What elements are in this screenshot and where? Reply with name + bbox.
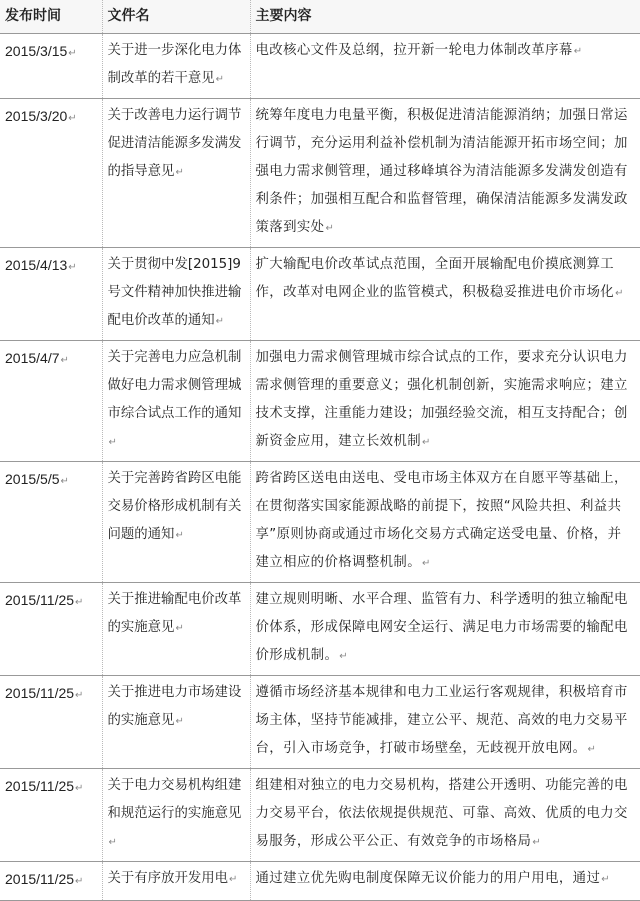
table-row xyxy=(0,462,640,583)
paragraph-mark-icon: ↵ xyxy=(532,837,542,848)
main-content-cell: 统筹年度电力电量平衡，积极促进清洁能源消纳；加强日常运行调节，充分运用利益补偿机制为清洁能源开拓市场空间；加强电力需求侧管理，通过移峰填谷为清洁能源多发满发创造有利条件；加强相互配合和监督管理，确保清洁能源多发满发政策落到实处↵ xyxy=(250,99,640,248)
document-name-cell: 关于改善电力运行调节促进清洁能源多发满发的指导意见↵ xyxy=(102,99,250,248)
header-document-name: 文件名 xyxy=(102,0,250,34)
release-date-cell: 2015/4/13↵ xyxy=(0,248,102,341)
main-content-cell: 扩大输配电价改革试点范围，全面开展输配电价摸底测算工作，改革对电网企业的监管模式，积极稳妥推进电价市场化↵ xyxy=(250,248,640,341)
document-name-cell: 关于推进输配电价改革的实施意见↵ xyxy=(102,583,250,676)
paragraph-mark-icon: ↵ xyxy=(339,651,349,662)
paragraph-mark-icon: ↵ xyxy=(422,558,431,569)
main-content-cell: 电改核心文件及总纲，拉开新一轮电力体制改革序幕↵ xyxy=(250,34,640,99)
paragraph-mark-icon: ↵ xyxy=(215,316,225,327)
table-body xyxy=(0,34,640,901)
main-content-cell: 加强电力需求侧管理城市综合试点的工作，要求充分认识电力需求侧管理的重要意义；强化机制创新，实施需求响应；建立技术支撑，注重能力建设；加强经验交流，相互支持配合；创新资金应用，建立长效机制↵ xyxy=(250,341,640,462)
header-row xyxy=(0,0,640,34)
release-date-cell: 2015/11/25↵ xyxy=(0,862,102,901)
paragraph-mark-icon: ↵ xyxy=(215,74,225,85)
release-date-cell: 2015/3/20↵ xyxy=(0,99,102,248)
paragraph-mark-icon: ↵ xyxy=(60,355,69,366)
header-date: 发布时间 xyxy=(0,0,102,34)
table-row xyxy=(0,34,640,99)
main-content-cell: 建立规则明晰、水平合理、监管有力、科学透明的独立输配电价体系，形成保障电网安全运行、满足电力市场需要的输配电价形成机制。↵ xyxy=(250,583,640,676)
paragraph-mark-icon: ↵ xyxy=(573,46,583,57)
paragraph-mark-icon: ↵ xyxy=(229,874,238,885)
paragraph-mark-icon: ↵ xyxy=(587,744,597,755)
paragraph-mark-icon: ↵ xyxy=(68,113,77,124)
document-name-cell: 关于完善跨省跨区电能交易价格形成机制有关问题的通知↵ xyxy=(102,462,250,583)
release-date-cell: 2015/11/25↵ xyxy=(0,676,102,769)
paragraph-mark-icon: ↵ xyxy=(325,223,335,234)
document-name-cell: 关于电力交易机构组建和规范运行的实施意见↵ xyxy=(102,769,250,862)
document-name-cell: 关于完善电力应急机制做好电力需求侧管理城市综合试点工作的通知↵ xyxy=(102,341,250,462)
paragraph-mark-icon: ↵ xyxy=(175,716,184,727)
table-row xyxy=(0,583,640,676)
table-row xyxy=(0,769,640,862)
paragraph-mark-icon: ↵ xyxy=(175,167,184,178)
document-name-cell: 关于进一步深化电力体制改革的若干意见↵ xyxy=(102,34,250,99)
release-date-cell: 2015/5/5↵ xyxy=(0,462,102,583)
paragraph-mark-icon: ↵ xyxy=(68,48,77,59)
header-main-content: 主要内容 xyxy=(250,0,640,34)
paragraph-mark-icon: ↵ xyxy=(108,437,117,448)
main-content-cell: 遵循市场经济基本规律和电力工业运行客观规律，积极培育市场主体，坚持节能减排，建立公平、规范、高效的电力交易平台，引入市场竞争，打破市场壁垒，无歧视开放电网。↵ xyxy=(250,676,640,769)
document-name-cell: 关于贯彻中发[2015]9号文件精神加快推进输配电价改革的通知↵ xyxy=(102,248,250,341)
document-name-cell: 关于推进电力市场建设的实施意见↵ xyxy=(102,676,250,769)
paragraph-mark-icon: ↵ xyxy=(75,783,84,794)
main-content-cell: 组建相对独立的电力交易机构，搭建公开透明、功能完善的电力交易平台，依法依规提供规范、可靠、高效、优质的电力交易服务，形成公平公正、有效竞争的市场格局↵ xyxy=(250,769,640,862)
table-row xyxy=(0,248,640,341)
table-row xyxy=(0,862,640,901)
release-date-cell: 2015/11/25↵ xyxy=(0,583,102,676)
table-header xyxy=(0,0,640,34)
release-date-cell: 2015/4/7↵ xyxy=(0,341,102,462)
paragraph-mark-icon: ↵ xyxy=(68,262,77,273)
paragraph-mark-icon: ↵ xyxy=(108,837,117,848)
paragraph-mark-icon: ↵ xyxy=(175,530,184,541)
release-date-cell: 2015/11/25↵ xyxy=(0,769,102,862)
paragraph-mark-icon: ↵ xyxy=(60,476,69,487)
main-content-cell: 通过建立优先购电制度保障无议价能力的用户用电，通过↵ xyxy=(250,862,640,901)
paragraph-mark-icon: ↵ xyxy=(615,288,624,299)
table-row xyxy=(0,676,640,769)
paragraph-mark-icon: ↵ xyxy=(422,437,431,448)
table-row xyxy=(0,99,640,248)
paragraph-mark-icon: ↵ xyxy=(601,874,611,885)
paragraph-mark-icon: ↵ xyxy=(75,597,84,608)
release-date-cell: 2015/3/15↵ xyxy=(0,34,102,99)
paragraph-mark-icon: ↵ xyxy=(75,690,84,701)
paragraph-mark-icon: ↵ xyxy=(175,623,184,634)
main-content-cell: 跨省跨区送电由送电、受电市场主体双方在自愿平等基础上，在贯彻落实国家能源战略的前提下，按照“风险共担、利益共享”原则协商或通过市场化交易方式确定送受电量、价格，并建立相应的价格调整机制。↵ xyxy=(250,462,640,583)
document-name-cell: 关于有序放开发用电↵ xyxy=(102,862,250,901)
table-row xyxy=(0,341,640,462)
paragraph-mark-icon: ↵ xyxy=(75,876,84,887)
